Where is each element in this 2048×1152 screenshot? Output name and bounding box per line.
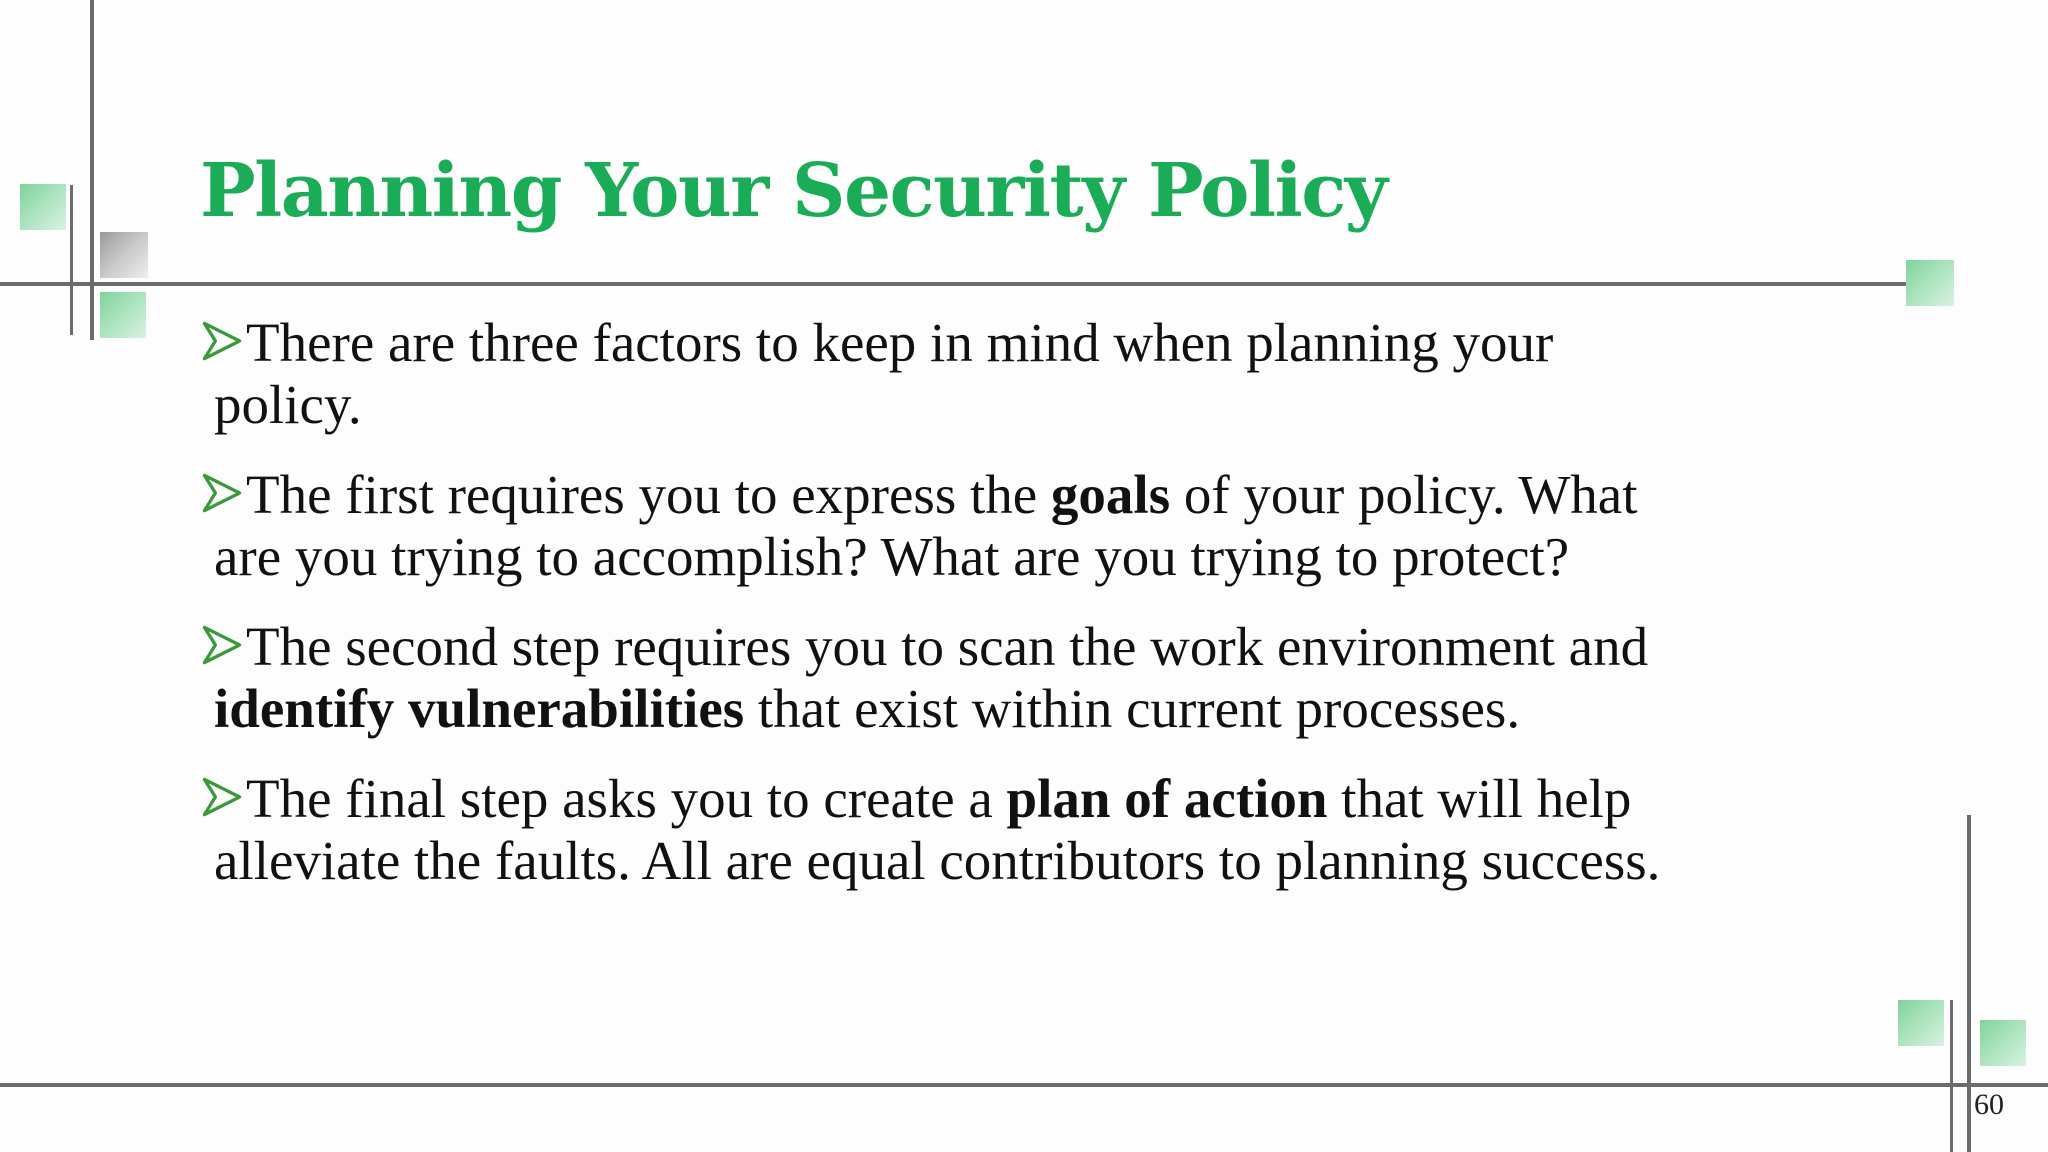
- bullet-list: [186, 312, 1886, 920]
- bullet-2-bold-goals: goals: [1050, 464, 1171, 525]
- decor-square-right: [1906, 260, 1954, 306]
- bullet-2-line-1-post: of your policy. What: [1170, 464, 1638, 525]
- top-left-vertical-line: [90, 0, 94, 340]
- decor-square-left-lower: [100, 292, 146, 338]
- page-number: 60: [1974, 1088, 2004, 1121]
- bullet-4-line-1-post: that will help: [1327, 768, 1632, 829]
- bullet-item-4: [186, 768, 1886, 892]
- bullet-1-line-1: There are three factors to keep in mind when planning your: [246, 312, 1554, 373]
- bullet-2-line-1-pre: The first requires you to express the: [246, 464, 1051, 525]
- bullet-3-line-1: The second step requires you to scan the work environment and: [246, 616, 1649, 677]
- arrow-bullet-icon: [200, 623, 244, 667]
- bullet-4-line-1-pre: The final step asks you to create a: [246, 768, 1007, 829]
- bullet-4-line-2: alleviate the faults. All are equal contributors to planning success.: [214, 830, 1661, 891]
- arrow-bullet-icon: [200, 471, 244, 515]
- top-left-short-vertical-line: [70, 185, 73, 335]
- slide-title: Planning Your Security Policy: [200, 148, 1387, 234]
- bullet-1-line-2: policy.: [214, 374, 362, 435]
- decor-square-bottom-right-1: [1898, 1000, 1944, 1046]
- bottom-right-vertical-line: [1967, 815, 1971, 1152]
- bottom-right-short-vertical-line: [1950, 1000, 1953, 1152]
- bullet-3-line-2-post: that exist within current processes.: [744, 678, 1521, 739]
- bottom-horizontal-line: [0, 1083, 2048, 1087]
- bullet-3-bold-vulnerabilities: identify vulnerabilities: [214, 678, 745, 739]
- bullet-item-1: [186, 312, 1886, 436]
- bullet-item-2: [186, 464, 1886, 588]
- decor-square-bottom-right-2: [1980, 1020, 2026, 1066]
- arrow-bullet-icon: [200, 319, 244, 363]
- decor-square-gray: [100, 232, 148, 278]
- arrow-bullet-icon: [200, 775, 244, 819]
- bullet-2-line-2: are you trying to accomplish? What are you trying to protect?: [214, 526, 1570, 587]
- decor-square-top-left: [20, 184, 66, 230]
- bullet-4-bold-plan: plan of action: [1006, 768, 1328, 829]
- bullet-item-3: [186, 616, 1886, 740]
- title-underline: [0, 282, 1910, 286]
